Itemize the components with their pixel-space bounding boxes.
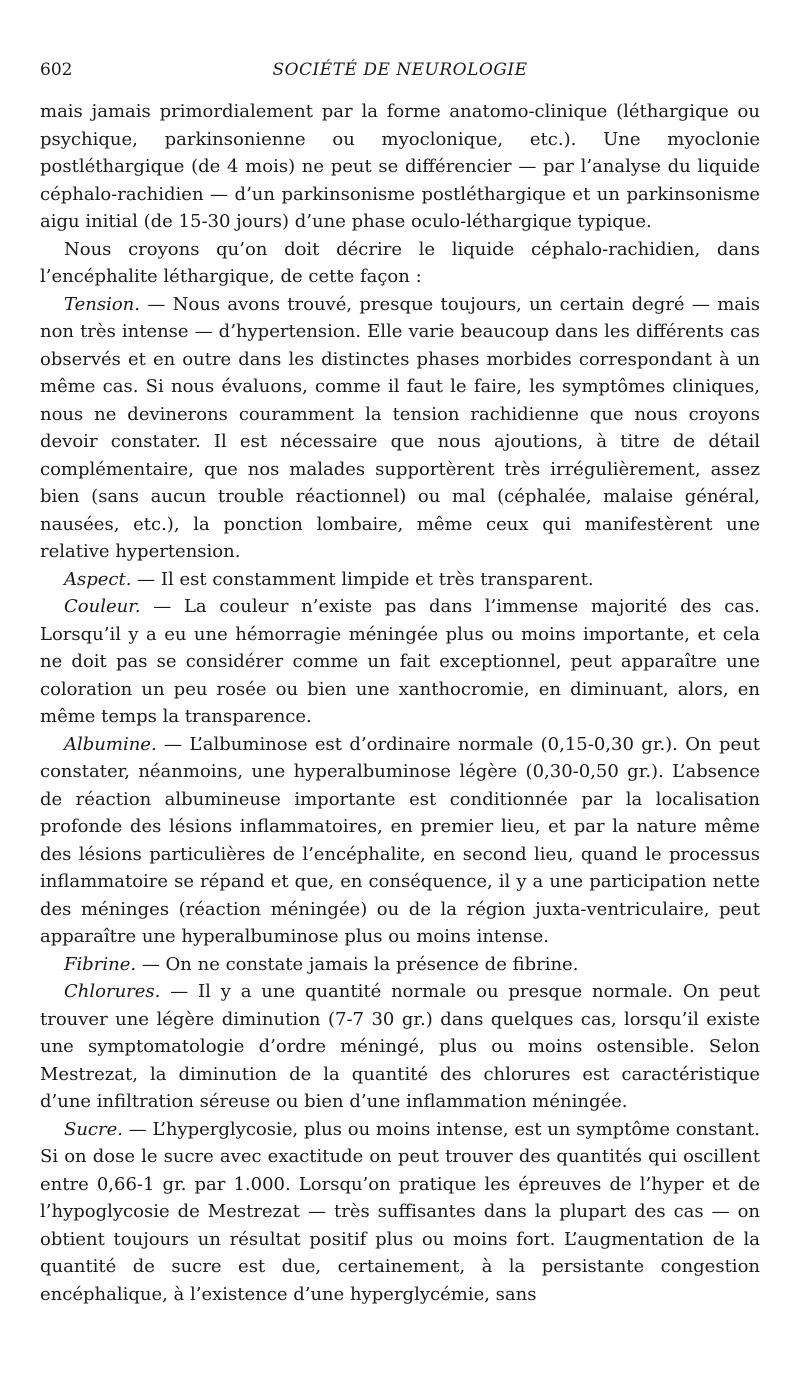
paragraph-aspect [40,566,760,594]
paragraph-text: — Il est constamment limpide et très transparent. [131,568,594,590]
paragraph-couleur [40,593,760,731]
section-term: Fibrine. [64,953,137,975]
paragraph-albumine [40,731,760,951]
paragraph-text: Nous croyons qu’on doit décrire le liquide céphalo-rachidien, dans l’encéphalite léthargique, de cette façon : [40,238,760,287]
page-header [40,58,760,82]
section-term: Aspect. [64,568,132,590]
paragraph-fibrine [40,951,760,979]
paragraph-text: — On ne constate jamais la présence de fibrine. [136,953,579,975]
page-number: 602 [40,60,73,80]
section-term: Chlorures. [64,981,161,1002]
paragraph-text: — Nous avons trouvé, presque toujours, un certain degré — mais non très intense — d’hypertension. Elle varie beaucoup dans les différents cas observés et en outre dans les distinctes phases morbides correspondant à un même cas. Si nous évaluons, comme il faut le faire, les symptômes cliniques, nous ne devinerons couramment la tension rachidienne que nous croyons devoir constater. Il est nécessaire que nous ajoutions, à titre de détail complémentaire, que nos malades supportèrent très irrégulièrement, assez bien (sans aucun trouble réactionnel) ou mal (céphalée, malaise général, nausées, etc.), la ponction lombaire, même ceux qui manifestèrent une relative hypertension. [40,293,760,562]
paragraph-text: — L’albuminose est d’ordinaire normale (0,15-0,30 gr.). On peut constater, néanmoins, une hyperalbuminose légère (0,30-0,50 gr.). L’absence de réaction albumineuse importante est conditionnée par la localisation profonde des lésions inflammatoires, en premier lieu, et par la nature même des lésions particulières de l’encéphalite, en second lieu, quand le processus inflammatoire se répand et que, en conséquence, il y a une participation nette des méninges (réaction méningée) ou de la région juxta-ventriculaire, peut apparaître une hyperalbuminose plus ou moins intense. [40,733,760,947]
body-text [40,98,760,1308]
paragraph-continuation [40,98,760,236]
paragraph-sucre [40,1116,760,1309]
section-term: Albumine. [64,733,157,755]
section-term: Sucre. [64,1118,123,1140]
running-title: SOCIÉTÉ DE NEUROLOGIE [272,60,528,80]
paragraph-intro [40,236,760,291]
paragraph-text: — L’hyperglycosie, plus ou moins intense, est un symptôme constant. Si on dose le sucre avec exactitude on peut trouver des quantités qui oscillent entre 0,66-1 gr. par 1.000. Lorsqu’on pratique les épreuves de l’hyper et de l’hypoglycosie de Mestrezat — très suffisantes dans la plupart des cas — on obtient toujours un résultat positif plus ou moins fort. L’augmentation de la quantité de sucre est due, certainement, à la persistante congestion encéphalique, à l’existence d’une hyperglycémie, sans [40,1118,760,1305]
paragraph-text: — Il y a une quantité normale ou presque normale. On peut trouver une légère diminution (7-7 30 gr.) dans quelques cas, lorsqu’il existe une symptomatologie d’ordre méningé, plus ou moins ostensible. Selon Mestrezat, la diminution de la quantité des chlorures est caractéristique d’une infiltration séreuse ou bien d’une inflammation méningée. [40,981,760,1112]
section-term: Couleur. [64,596,141,617]
paragraph-text: mais jamais primordialement par la forme anatomo-clinique (léthargique ou psychique, parkinsonienne ou myoclonique, etc.). Une myoclonie postléthargique (de 4 mois) ne peut se différencier — par l’analyse du liquide céphalo-rachidien — d’un parkinsonisme postléthargique et un parkinsonisme aigu initial (de 15-30 jours) d’une phase oculo-léthargique typique. [40,101,760,232]
paragraph-tension [40,291,760,566]
section-term: Tension. [64,293,140,315]
paragraph-chlorures [40,978,760,1116]
paragraph-text: — La couleur n’existe pas dans l’immense majorité des cas. Lorsqu’il y a eu une hémorragie méningée plus ou moins importante, et cela ne doit pas se considérer comme un fait exceptionnel, peut apparaître une coloration un peu rosée ou bien une xanthocromie, en diminuant, alors, en même temps la transparence. [40,596,760,727]
